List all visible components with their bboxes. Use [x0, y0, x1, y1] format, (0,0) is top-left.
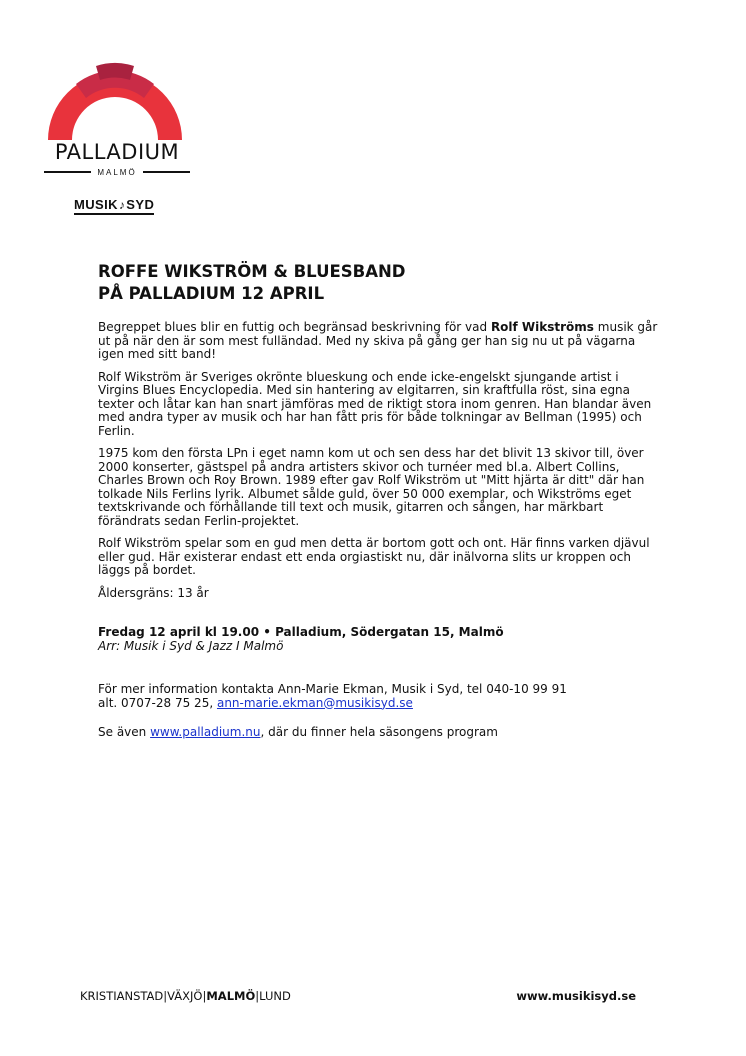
website-link[interactable]: www.palladium.nu: [150, 725, 261, 739]
footer-city-malmo: MALMÖ: [206, 989, 256, 1003]
event-arranger: Arr: Musik i Syd & Jazz I Malmö: [98, 638, 284, 653]
age-limit: Åldersgräns: 13 år: [98, 585, 209, 600]
footer-website[interactable]: www.musikisyd.se: [516, 989, 636, 1003]
palladium-wordmark: PALLADIUM: [54, 140, 180, 164]
intro-text: Begreppet blues blir en futtig och begränsad beskrivning för vad: [98, 320, 491, 334]
see-also: [98, 726, 658, 740]
separator: |: [202, 989, 207, 1003]
paragraph-bio: Rolf Wikström är Sveriges okrönte blueskung och ende icke-engelskt sjungande artist i Virgins Blues Encyclopedia. Med sin hantering av elgitarren, sin kraftfulla röst, sina egna texter och låtar kan han snart jämföras med de riktigt stora inom genren. Han blandar även med andra typer av musik och har han fått pris för både tolkningar av Bellman (1995) och Ferlin.: [98, 369, 652, 438]
palladium-city: MALMÖ: [97, 167, 137, 177]
divider: [143, 171, 190, 173]
footer-cities: [80, 989, 291, 1003]
footer-city-vaxjo: VÄXJÖ: [167, 989, 203, 1003]
article-body: [98, 321, 658, 749]
intro-text-rest: musik går ut på när den är som mest fulländad. Med ny skiva på gång ger han sig nu ut på vägarna igen med sitt band!: [98, 320, 658, 361]
palladium-city-line: [44, 166, 190, 178]
see-also-prefix: Se även: [98, 725, 151, 739]
email-link[interactable]: ann-marie.ekman@musikisyd.se: [216, 695, 413, 710]
contact-phone: alt. 0707-28 75 25,: [98, 695, 217, 710]
separator: |: [255, 989, 260, 1003]
see-also-suffix: , där du finner hela säsongens program: [260, 725, 498, 739]
paragraph-intro: [98, 321, 658, 362]
contact-info: [98, 683, 658, 710]
footer-city-kristianstad: KRISTIANSTAD: [80, 989, 164, 1003]
separator: |: [163, 989, 168, 1003]
arch-inner: [96, 63, 134, 80]
event-details: Fredag 12 april kl 19.00 • Palladium, Södergatan 15, Malmö: [98, 625, 504, 639]
palladium-arch-logo: [40, 54, 190, 144]
divider: [44, 171, 91, 173]
musik-i-syd-logo: MUSIK♪SYD: [74, 197, 154, 215]
contact-line-1: För mer information kontakta Ann-Marie Ekman, Musik i Syd, tel 040-10 99 91: [98, 682, 567, 696]
title-line-1: ROFFE WIKSTRÖM & BLUESBAND: [98, 262, 406, 281]
artist-name: Rolf Wikströms: [490, 320, 594, 334]
paragraph-history: 1975 kom den första LPn i eget namn kom ut och sen dess har det blivit 13 skivor till, över 2000 konserter, gästspel på andra artisters skivor och turnéer med bl.a. Albert Collins, Charles Brown och Roy Brown. 1989 efter gav Rolf Wikström ut "Mitt hjärta är ditt" där han tolkade Nils Ferlins lyrik. Albumet sålde guld, över 50 000 exemplar, och Wikströms eget textskrivande och förhållande till text och musik, gitarren och sången, har märkbart förändrats sedan Ferlin-projektet.: [98, 446, 645, 528]
event-info: [98, 626, 658, 653]
paragraph-description: Rolf Wikström spelar som en gud men detta är bortom gott och ont. Här finns varken djävul eller gud. Här existerar endast ett enda orgiastiskt nu, där inälvorna slits ur kroppen och läggs på bordet.: [98, 536, 650, 577]
note-icon: ♪: [118, 198, 126, 212]
page-title: [98, 261, 658, 305]
title-line-2: PÅ PALLADIUM 12 APRIL: [98, 284, 325, 303]
footer-city-lund: LUND: [259, 989, 291, 1003]
footer: [80, 989, 636, 1003]
